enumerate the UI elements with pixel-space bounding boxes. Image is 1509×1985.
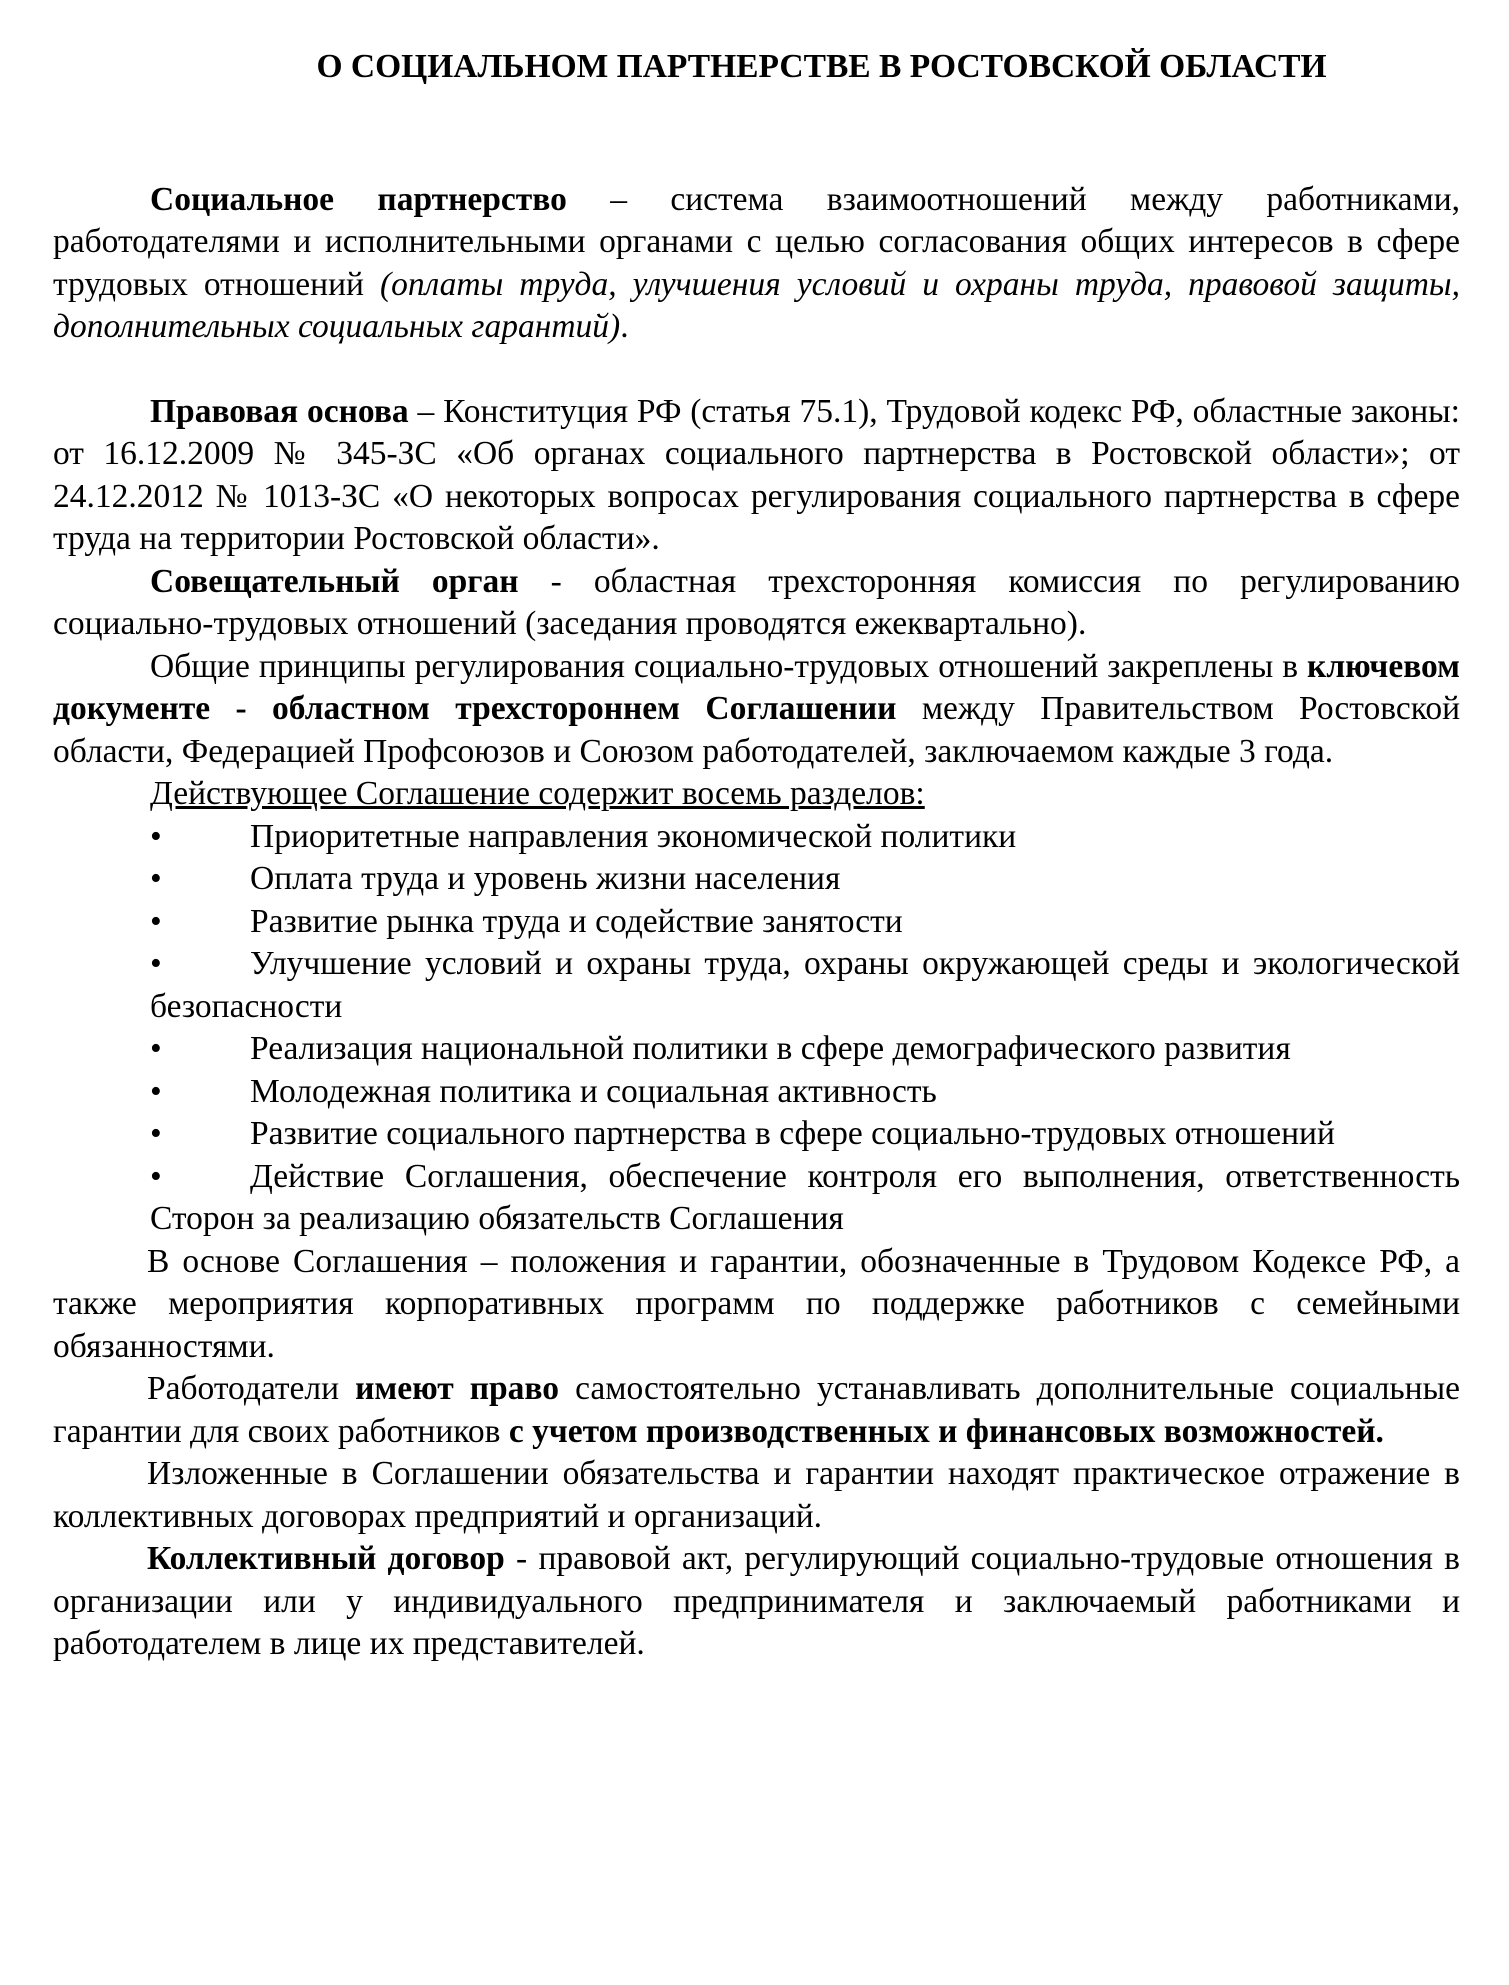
list-item bbox=[53, 943, 1460, 1028]
document-page bbox=[53, 36, 1460, 1666]
list-item-text: Улучшение условий и охраны труда, охраны окружающей среды и экологической безопасности bbox=[150, 945, 1460, 1025]
bullet-icon: • bbox=[150, 902, 162, 940]
paragraph-agreement-basis: В основе Соглашения – положения и гарантии, обозначенные в Трудовом Кодексе РФ, а также мероприятия корпоративных программ по поддержке работников с семейными обязанностями. bbox=[53, 1242, 1460, 1365]
term-advisory-body: Совещательный орган bbox=[150, 562, 519, 600]
paragraph-text: – Конституция РФ (статья 75.1), Трудовой кодекс РФ, областные законы: от 16.12.2009 № 345-ЗС «Об органах социального партнерства в Ростовской области»; от 24.12.2012 № 1013-ЗС «О некоторых вопросах регулирования социального партнерства в сфере труда на территории Ростовской области». bbox=[53, 392, 1460, 557]
paragraph-text: - областная трехсторонняя комиссия по регулированию социально-трудовых отношений (заседания проводятся ежеквартально). bbox=[53, 562, 1460, 642]
bullet-icon: • bbox=[150, 1115, 162, 1152]
list-item-text: Действие Соглашения, обеспечение контроля его выполнения, ответственность Сторон за реализацию обязательств Соглашения bbox=[150, 1157, 1460, 1237]
paragraph-advisory-body bbox=[53, 561, 1460, 646]
term-key-document: ключевом документе - областном трехстороннем Соглашении bbox=[53, 647, 1460, 727]
bullet-icon: • bbox=[150, 1072, 162, 1110]
paragraph-text: – система взаимоотношений между работниками, работодателями и исполнительными органами с целью согласования общих интересов в сфере трудовых отношений bbox=[53, 180, 1460, 303]
term-have-right: имеют право bbox=[355, 1370, 560, 1407]
list-item-text: Развитие социального партнерства в сфере социально-трудовых отношений bbox=[250, 1115, 1335, 1152]
list-item bbox=[53, 1071, 1460, 1114]
paragraph-social-partnership bbox=[53, 179, 1460, 349]
bullet-icon: • bbox=[150, 817, 162, 855]
list-item bbox=[53, 816, 1460, 859]
term-social-partnership: Социальное партнерство bbox=[150, 180, 567, 218]
sections-list bbox=[53, 816, 1460, 1241]
paragraph-collective-agreement bbox=[53, 1538, 1460, 1666]
list-item-text: Оплата труда и уровень жизни населения bbox=[250, 860, 841, 897]
list-item bbox=[53, 858, 1460, 901]
term-production-capabilities: с учетом производственных и финансовых возможностей. bbox=[508, 1412, 1384, 1450]
list-item-text: Реализация национальной политики в сфере демографического развития bbox=[250, 1030, 1291, 1067]
bullet-icon: • bbox=[150, 945, 162, 982]
paragraph-end: . bbox=[620, 308, 629, 345]
bullet-icon: • bbox=[150, 1030, 162, 1067]
list-item bbox=[53, 1156, 1460, 1241]
document-title: О СОЦИАЛЬНОМ ПАРТНЕРСТВЕ В РОСТОВСКОЙ ОБЛАСТИ bbox=[316, 48, 1327, 85]
paragraph-obligations: Изложенные в Соглашении обязательства и гарантии находят практическое отражение в коллективных договорах предприятий и организаций. bbox=[53, 1455, 1460, 1535]
list-item-text: Приоритетные направления экономической политики bbox=[250, 817, 1017, 855]
paragraph-general-principles bbox=[53, 646, 1460, 774]
list-item-text: Развитие рынка труда и содействие занятости bbox=[250, 902, 903, 940]
list-item bbox=[53, 901, 1460, 944]
list-item-text: Молодежная политика и социальная активность bbox=[250, 1072, 937, 1110]
bullet-icon: • bbox=[150, 860, 162, 897]
paragraph-text: самостоятельно устанавливать дополнительные социальные гарантии для своих работников bbox=[53, 1370, 1460, 1450]
paragraph-italic: (оплаты труда, улучшения условий и охраны труда, правовой защиты, дополнительных социальных гарантий) bbox=[53, 265, 1460, 345]
list-item bbox=[53, 1028, 1460, 1071]
paragraph-employer-rights bbox=[53, 1368, 1460, 1453]
term-legal-basis: Правовая основа bbox=[150, 392, 409, 430]
paragraph-text: Работодатели bbox=[147, 1370, 356, 1407]
bullet-icon: • bbox=[150, 1157, 162, 1195]
term-collective-agreement: Коллективный договор bbox=[147, 1540, 505, 1577]
paragraph-text: между Правительством Ростовской области, Федерацией Профсоюзов и Союзом работодателей, заключаемом каждые 3 года. bbox=[53, 690, 1460, 770]
paragraph-legal-basis bbox=[53, 391, 1460, 561]
paragraph-text: Общие принципы регулирования социально-трудовых отношений закреплены в bbox=[150, 647, 1308, 685]
list-item bbox=[53, 1113, 1460, 1156]
paragraph-text: - правовой акт, регулирующий социально-трудовые отношения в организации или у индивидуального предпринимателя и заключаемый работниками и работодателем в лице их представителей. bbox=[53, 1540, 1460, 1662]
list-heading: Действующее Соглашение содержит восемь разделов: bbox=[150, 775, 925, 812]
